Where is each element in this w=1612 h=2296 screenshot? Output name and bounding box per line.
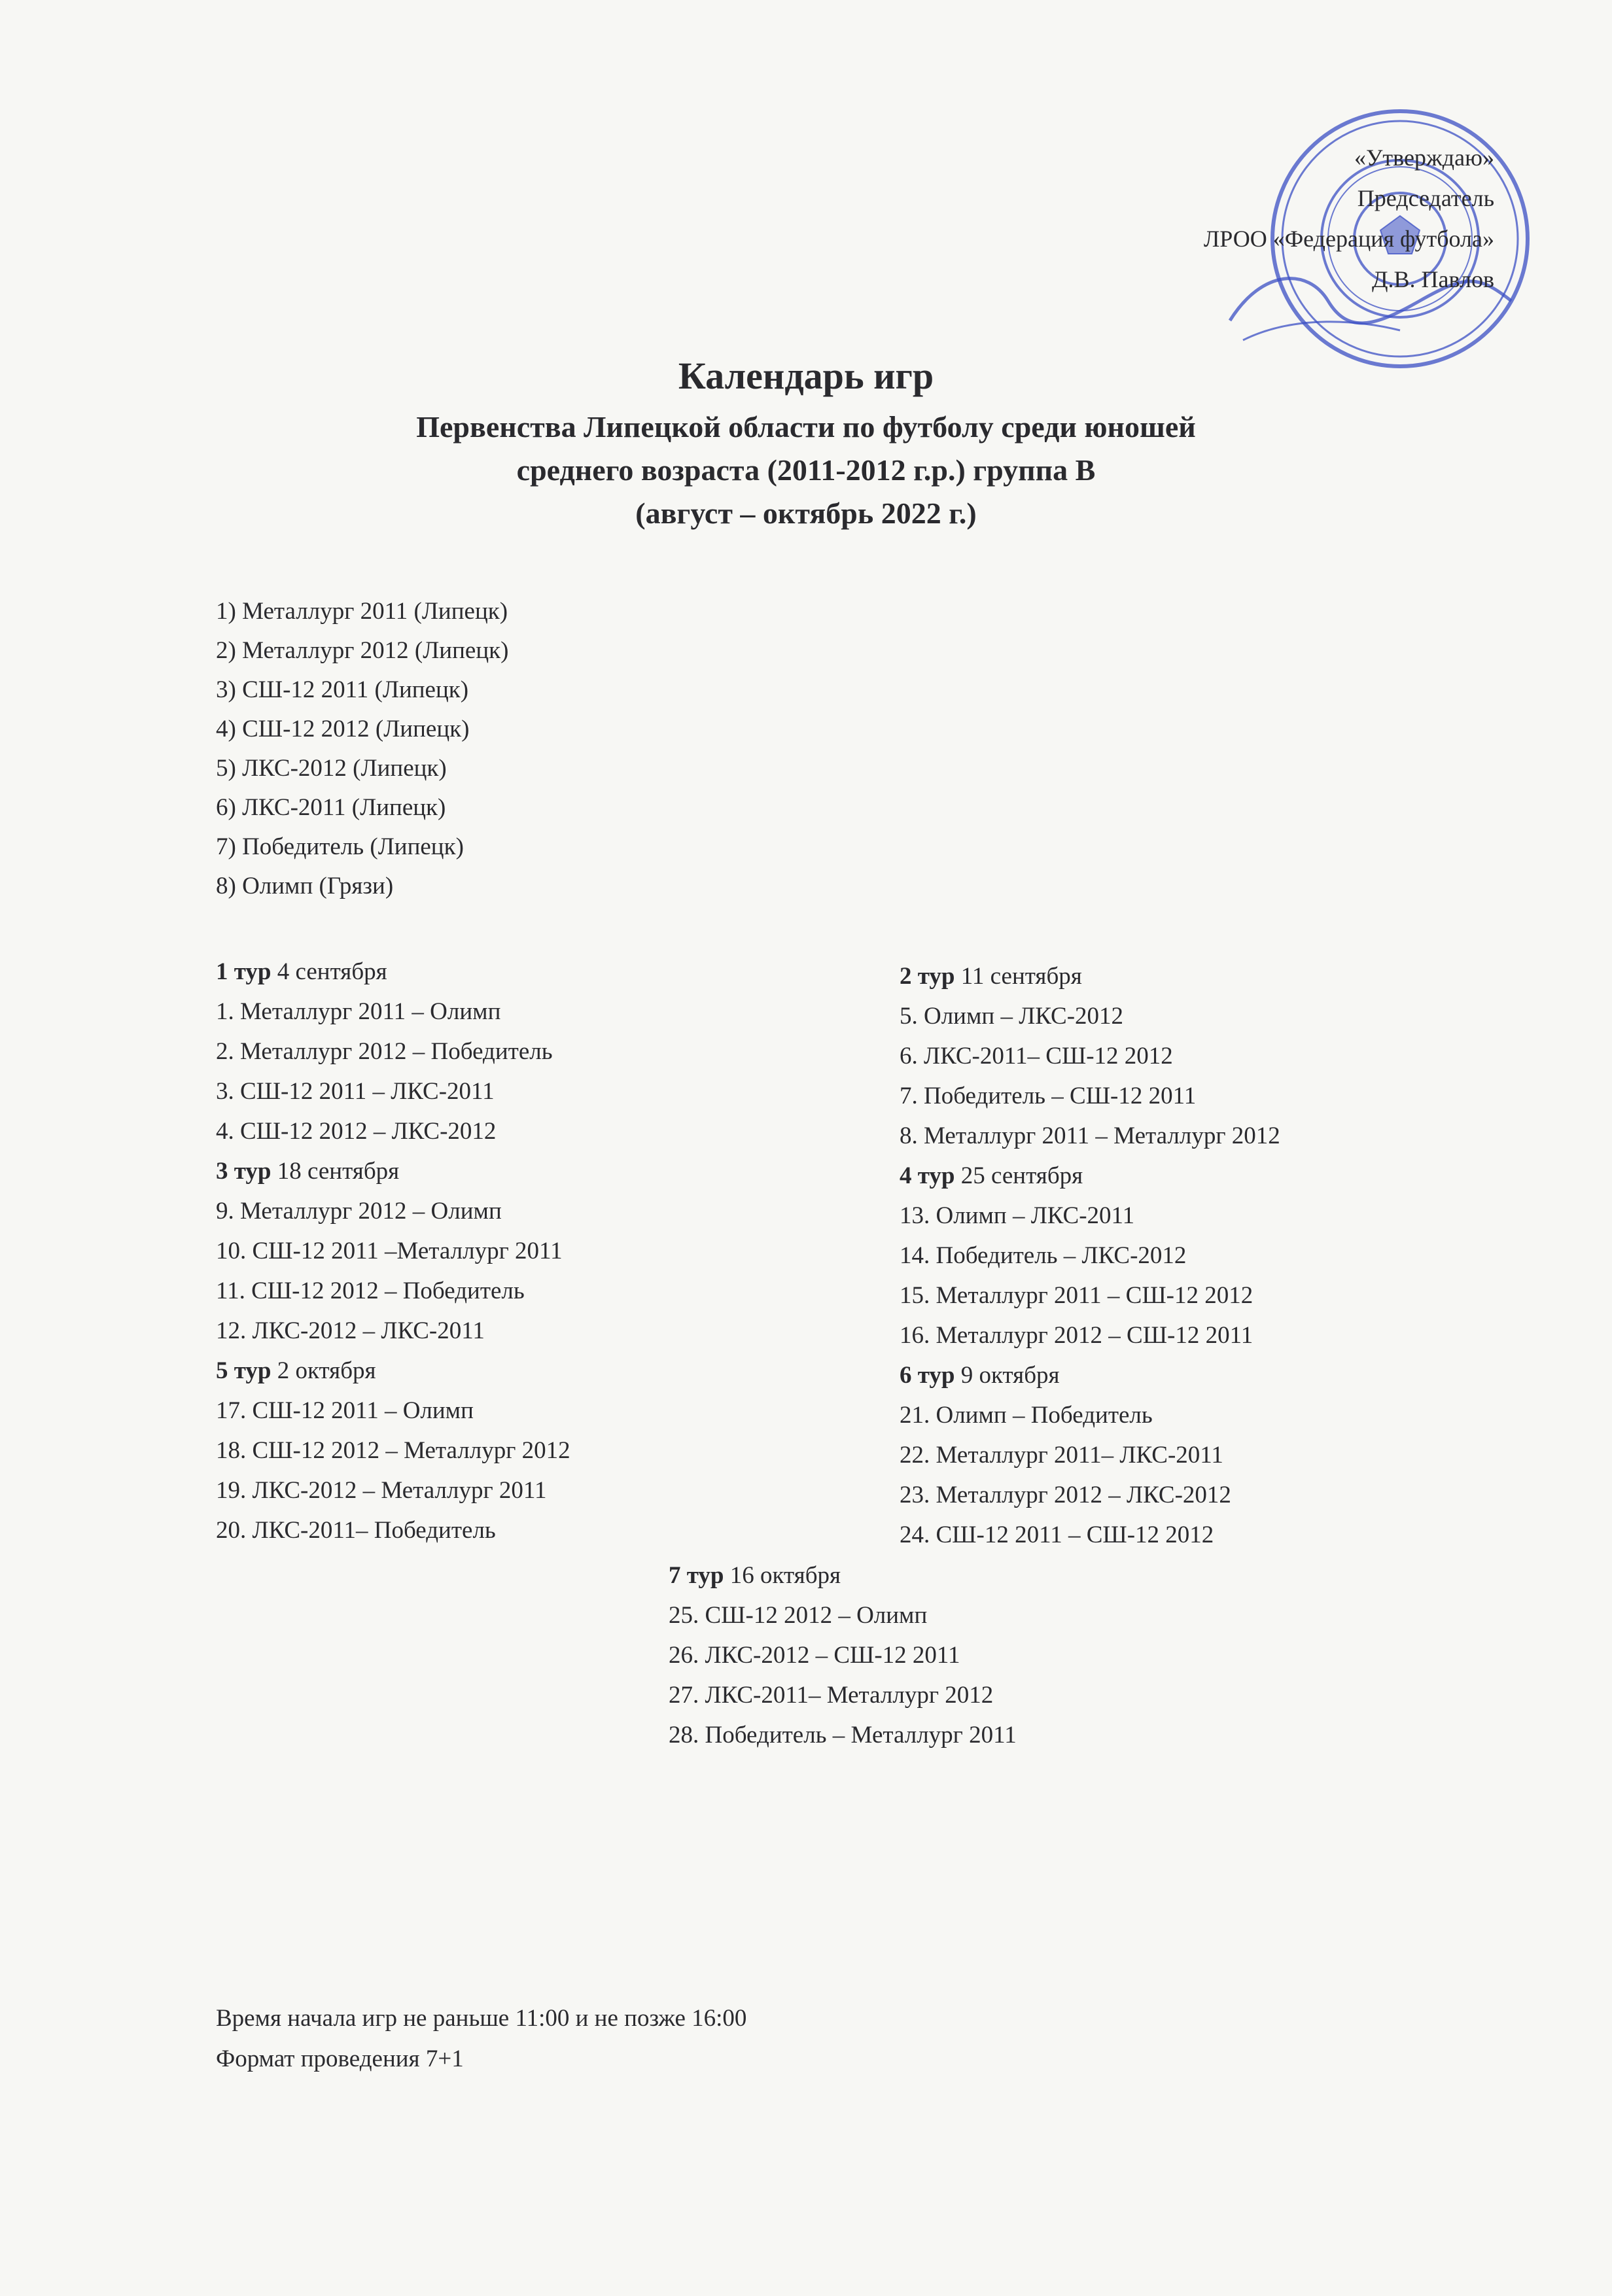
page-title: Календарь игр [678, 355, 934, 397]
match-item: 8. Металлург 2011 – Металлург 2012 [900, 1122, 1280, 1149]
match-item: 1. Металлург 2011 – Олимп [216, 998, 501, 1025]
match-item: 26. ЛКС-2012 – СШ-12 2011 [669, 1642, 960, 1669]
approval-line: «Утверждаю» [1354, 145, 1494, 171]
list-item: 7) Победитель (Липецк) [216, 833, 464, 860]
match-item: 28. Победитель – Металлург 2011 [669, 1722, 1017, 1748]
match-item: 18. СШ-12 2012 – Металлург 2012 [216, 1437, 570, 1464]
match-item: 9. Металлург 2012 – Олимп [216, 1198, 502, 1225]
match-item: 4. СШ-12 2012 – ЛКС-2012 [216, 1118, 497, 1145]
match-item: 16. Металлург 2012 – СШ-12 2011 [900, 1322, 1253, 1349]
approval-line: Председатель [1357, 185, 1494, 211]
match-item: 12. ЛКС-2012 – ЛКС-2011 [216, 1317, 485, 1344]
list-item: 6) ЛКС-2011 (Липецк) [216, 794, 446, 821]
approval-line: ЛРОО «Федерация футбола» [1203, 226, 1494, 252]
start-time-note: Время начала игр не раньше 11:00 и не позже 16:00 [216, 2005, 747, 2032]
round-heading: 7 тур 16 октября [669, 1562, 841, 1589]
format-note: Формат проведения 7+1 [216, 2045, 464, 2072]
list-item: 2) Металлург 2012 (Липецк) [216, 637, 509, 664]
match-item: 24. СШ-12 2011 – СШ-12 2012 [900, 1522, 1214, 1548]
match-item: 13. Олимп – ЛКС-2011 [900, 1202, 1135, 1229]
rounds-right-column [900, 956, 1280, 1555]
list-item: 5) ЛКС-2012 (Липецк) [216, 755, 447, 782]
approval-line: Д.В. Павлов [1371, 266, 1494, 292]
match-item: 10. СШ-12 2011 –Металлург 2011 [216, 1238, 563, 1264]
approval-block [1036, 137, 1494, 300]
rounds-left-column [216, 952, 570, 1550]
round-heading: 2 тур 11 сентября [900, 963, 1082, 990]
match-item: 11. СШ-12 2012 – Победитель [216, 1278, 525, 1304]
match-item: 3. СШ-12 2011 – ЛКС-2011 [216, 1078, 495, 1105]
page-subtitle: Первенства Липецкой области по футболу среди юношей [416, 410, 1196, 444]
match-item: 15. Металлург 2011 – СШ-12 2012 [900, 1282, 1253, 1309]
match-item: 2. Металлург 2012 – Победитель [216, 1038, 553, 1065]
match-item: 21. Олимп – Победитель [900, 1402, 1153, 1429]
title-block [0, 347, 1612, 535]
teams-list [216, 592, 508, 906]
round-heading: 3 тур 18 сентября [216, 1158, 400, 1185]
round-heading: 4 тур 25 сентября [900, 1162, 1083, 1189]
round-heading: 5 тур 2 октября [216, 1357, 376, 1384]
match-item: 22. Металлург 2011– ЛКС-2011 [900, 1442, 1223, 1469]
match-item: 20. ЛКС-2011– Победитель [216, 1517, 496, 1544]
page-subtitle: среднего возраста (2011-2012 г.р.) группа В [516, 453, 1096, 487]
rounds-center-column [669, 1556, 1017, 1755]
match-item: 14. Победитель – ЛКС-2012 [900, 1242, 1187, 1269]
match-item: 7. Победитель – СШ-12 2011 [900, 1083, 1197, 1109]
list-item: 1) Металлург 2011 (Липецк) [216, 598, 508, 625]
match-item: 17. СШ-12 2011 – Олимп [216, 1397, 474, 1424]
match-item: 6. ЛКС-2011– СШ-12 2012 [900, 1043, 1173, 1070]
page-subtitle: (август – октябрь 2022 г.) [635, 496, 977, 530]
list-item: 4) СШ-12 2012 (Липецк) [216, 716, 470, 742]
match-item: 27. ЛКС-2011– Металлург 2012 [669, 1682, 994, 1709]
footer-notes [216, 1998, 746, 2079]
round-heading: 1 тур 4 сентября [216, 958, 387, 985]
list-item: 3) СШ-12 2011 (Липецк) [216, 676, 469, 703]
match-item: 23. Металлург 2012 – ЛКС-2012 [900, 1482, 1231, 1508]
match-item: 5. Олимп – ЛКС-2012 [900, 1003, 1124, 1030]
round-heading: 6 тур 9 октября [900, 1362, 1060, 1389]
match-item: 19. ЛКС-2012 – Металлург 2011 [216, 1477, 547, 1504]
list-item: 8) Олимп (Грязи) [216, 873, 394, 899]
match-item: 25. СШ-12 2012 – Олимп [669, 1602, 928, 1629]
